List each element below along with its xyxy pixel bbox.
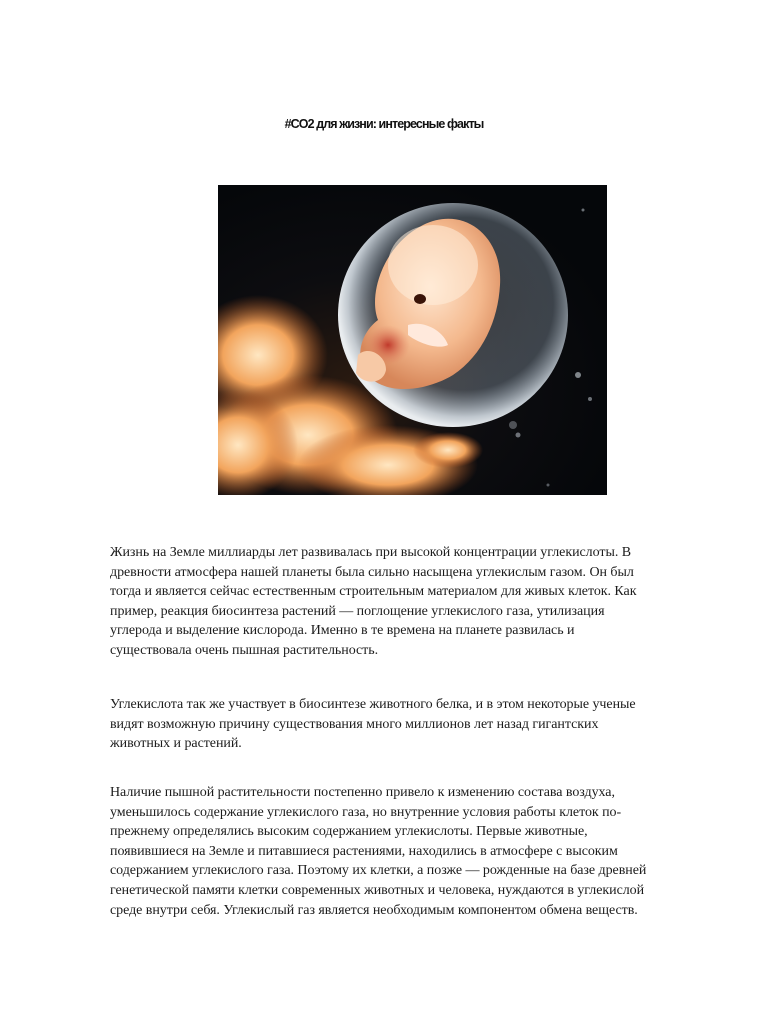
embryo-illustration [218, 185, 607, 495]
paragraph-1 [110, 543, 720, 661]
text-line: древности атмосфера нашей планеты была сильно насыщена углекислым газом. Он был [110, 564, 634, 580]
text-line: пример, реакция биосинтеза растений — поглощение углекислого газа, утилизация [110, 603, 605, 619]
text-line: генетической памяти клетки современных животных и человека, нуждаются в углекислой [110, 882, 645, 898]
text-line: тогда и является сейчас естественным строительным материалом для живых клеток. Как [110, 584, 637, 600]
text-line: Углекислота так же участвует в биосинтезе животного белка, и в этом некоторые ученые [110, 697, 636, 712]
paragraph-3 [110, 783, 720, 920]
text-line: углерода и выделение кислорода. Именно в те времена на планете развилась и [110, 623, 575, 639]
paragraph-2 [110, 695, 720, 754]
text-line: Наличие пышной растительности постепенно привело к изменению состава воздуха, [110, 785, 615, 800]
text-line: уменьшилось содержание углекислого газа, но внутренние условия работы клеток по- [110, 804, 622, 820]
page-title: #CO2 для жизни: интересные факты [284, 117, 484, 131]
text-line: Жизнь на Земле миллиарды лет развивалась при высокой концентрации углекислоты. В [110, 545, 632, 560]
text-line: появившиеся на Земле и питавшиеся растениями, находились в атмосфере с высоким [110, 843, 618, 859]
text-line: существовала очень пышная растительность. [110, 642, 379, 658]
embryo-photo [218, 185, 607, 495]
text-line: среде внутри себя. Углекислый газ является необходимым компонентом обмена веществ. [110, 902, 638, 918]
text-line: животных и растений. [110, 736, 242, 752]
text-line: видят возможную причину существования много миллионов лет назад гигантских [110, 716, 599, 732]
text-line: содержанием углекислого газа. Поэтому их клетки, а позже — рожденные на базе древней [110, 863, 647, 879]
text-line: прежнему определялись высоким содержанием углекислоты. Первые животные, [110, 824, 588, 840]
